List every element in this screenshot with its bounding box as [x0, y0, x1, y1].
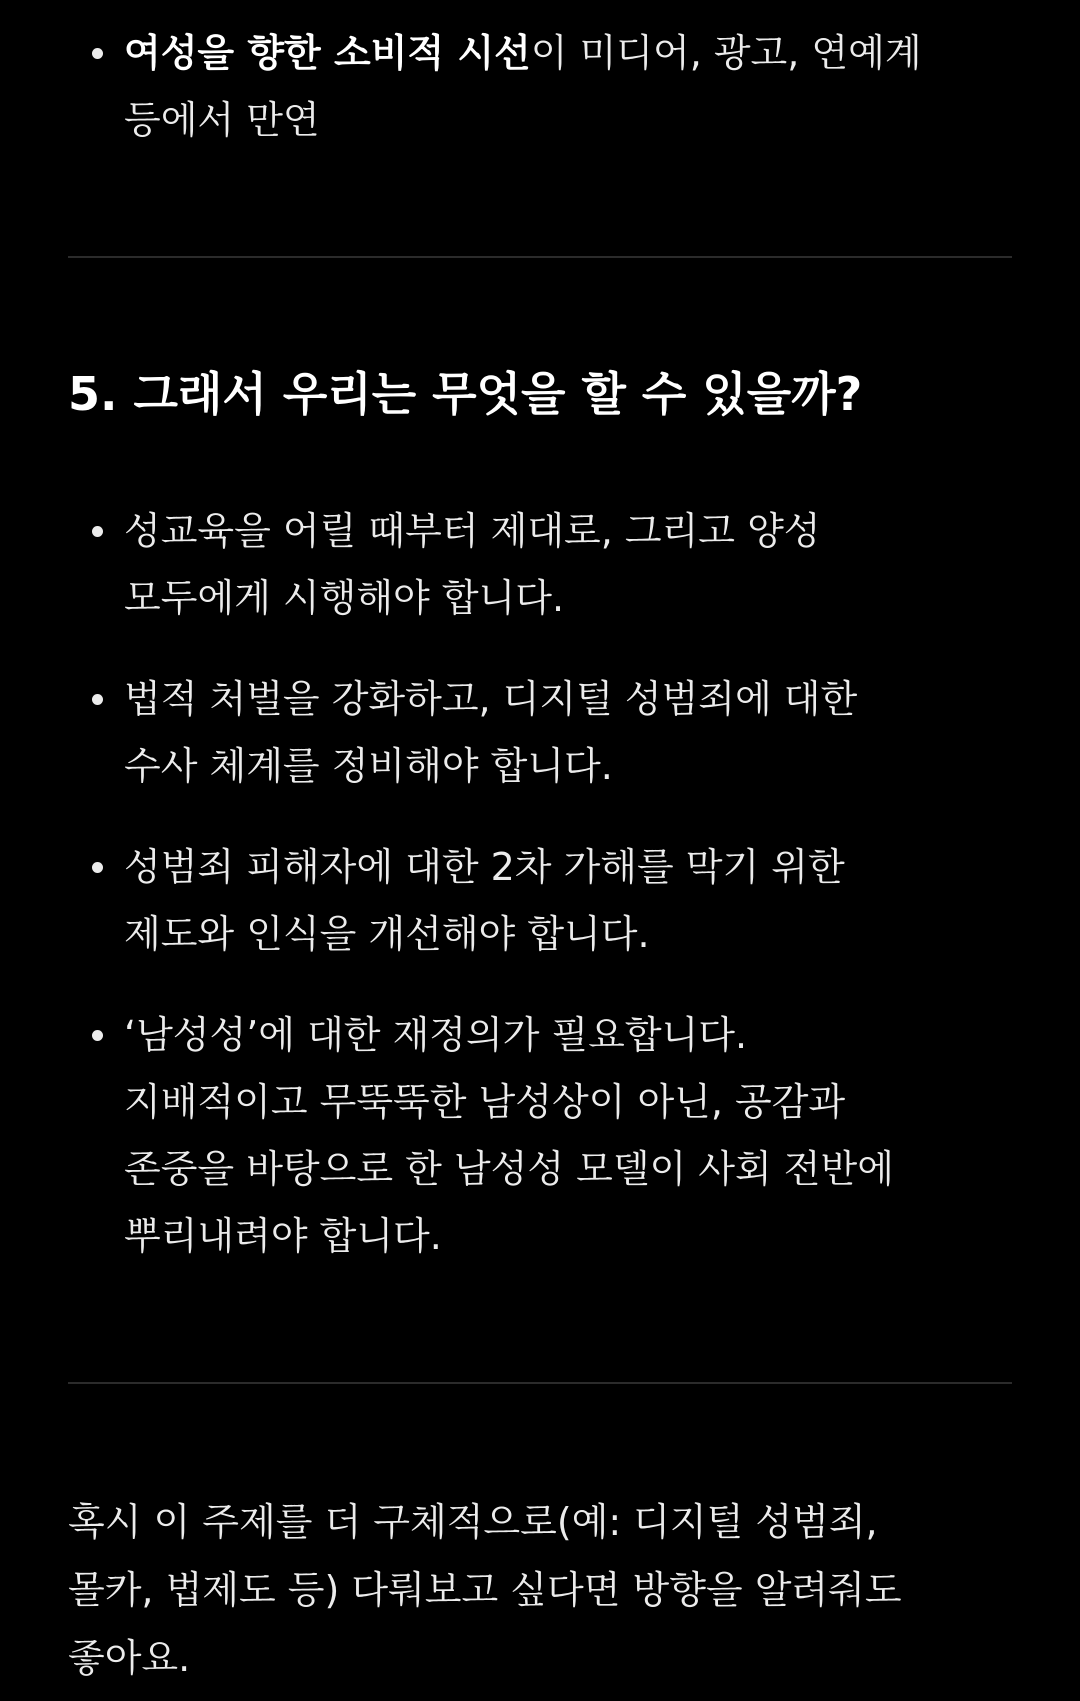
list-item-line: 법적 처벌을 강화하고, 디지털 성범죄에 대한	[124, 677, 858, 721]
bold-emphasis: 여성을 향한 소비적 시선	[124, 31, 531, 75]
list-item-line: 제도와 인식을 개선해야 합니다.	[124, 912, 650, 956]
list-item	[68, 498, 894, 632]
list-item	[68, 666, 894, 800]
action-bullet-list	[68, 498, 894, 1270]
list-item-line	[124, 20, 922, 87]
list-item-line: 수사 체계를 정비해야 합니다.	[124, 744, 613, 788]
list-item-text: 이 미디어, 광고, 연예계	[530, 31, 922, 75]
list-item	[68, 20, 922, 154]
list-item-line: 등에서 만연	[124, 98, 320, 142]
paragraph-line: 좋아요.	[68, 1636, 191, 1680]
horizontal-divider	[68, 256, 1012, 258]
list-item	[68, 834, 894, 968]
list-item-line: 모두에게 시행해야 합니다.	[124, 576, 565, 620]
section-heading: 5. 그래서 우리는 무엇을 할 수 있을까?	[68, 367, 863, 421]
paragraph-line: 혹시 이 주제를 더 구체적으로(예: 디지털 성범죄,	[68, 1500, 878, 1544]
closing-paragraph	[68, 1488, 902, 1692]
horizontal-divider	[68, 1382, 1012, 1384]
list-item-line: ‘남성성’에 대한 재정의가 필요합니다.	[124, 1013, 748, 1057]
list-item-line: 존중을 바탕으로 한 남성성 모델이 사회 전반에	[124, 1147, 894, 1191]
list-item-line: 성범죄 피해자에 대한 2차 가해를 막기 위한	[124, 845, 845, 889]
list-item-line: 뿌리내려야 합니다.	[124, 1214, 442, 1258]
intro-bullet-list	[68, 20, 922, 154]
list-item-line: 성교육을 어릴 때부터 제대로, 그리고 양성	[124, 509, 821, 553]
list-item	[68, 1002, 894, 1270]
paragraph-line: 몰카, 법제도 등) 다뤄보고 싶다면 방향을 알려줘도	[68, 1568, 902, 1612]
list-item-line: 지배적이고 무뚝뚝한 남성상이 아닌, 공감과	[124, 1080, 846, 1124]
